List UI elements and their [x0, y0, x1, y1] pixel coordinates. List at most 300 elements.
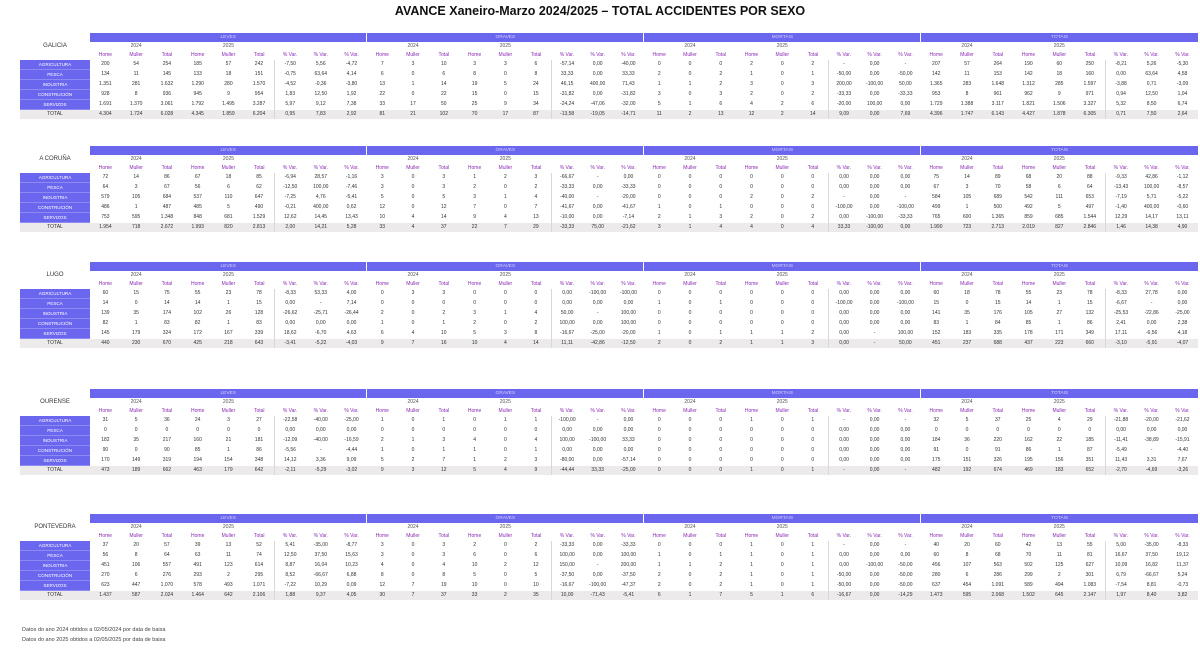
table-cell: 33,33 — [828, 223, 859, 233]
table-cell: 3 — [227, 417, 230, 424]
table-cell: 0 — [411, 310, 415, 316]
column-header: Home — [929, 533, 943, 539]
table-cell: 11 — [964, 71, 970, 77]
table-cell: 31 — [102, 417, 109, 424]
section-header-mortais: MORTAIS — [644, 389, 921, 398]
table-cell: 67 — [164, 184, 170, 190]
column-header: % Var. — [1144, 281, 1159, 287]
sector-label: AGRICULTURA — [20, 541, 90, 551]
table-cell: 0 — [657, 61, 661, 68]
table-cell: 13,11 — [1176, 214, 1189, 220]
table-cell: 53,33 — [314, 290, 328, 297]
table-cell: 685 — [1055, 214, 1064, 220]
table-cell: 10,00 — [552, 591, 583, 601]
sector-label: AGRICULTURA — [20, 289, 90, 299]
table-cell: 4 — [398, 223, 429, 233]
column-header: Home — [652, 52, 666, 58]
table-cell: 0,00 — [869, 417, 880, 424]
table-cell: 0 — [657, 542, 661, 549]
table-cell: 0 — [719, 447, 723, 453]
table-cell: 579 — [101, 194, 110, 200]
table-cell: 0,71 — [1146, 81, 1157, 87]
table-cell: 15,63 — [345, 552, 358, 558]
table-cell: 688 — [982, 339, 1013, 349]
table-cell: 0,00 — [623, 417, 634, 424]
table-cell: 3 — [442, 437, 446, 443]
table-cell: 8 — [442, 572, 446, 578]
table-cell: 2 — [750, 194, 753, 200]
table-cell: -41,67 — [621, 204, 636, 210]
column-header: Muller — [406, 52, 420, 58]
table-cell: -100,00 — [859, 223, 890, 233]
table-cell: 10,09 — [1105, 561, 1136, 571]
table-cell: 0 — [719, 542, 723, 549]
table-cell: 0,00 — [869, 437, 880, 443]
table-cell: 0 — [780, 562, 784, 568]
table-cell: 83 — [256, 320, 262, 326]
year-label: 2025 — [499, 272, 511, 278]
table-cell: -5,56 — [275, 446, 306, 456]
table-cell: -38,89 — [1144, 437, 1159, 443]
table-cell: 0 — [503, 320, 507, 326]
table-cell: 4,76 — [315, 194, 326, 200]
table-cell: 9 — [367, 466, 398, 476]
table-cell: - — [1150, 300, 1153, 306]
year-label: 2025 — [1053, 524, 1065, 530]
table-cell: -7,54 — [1105, 581, 1136, 591]
table-cell: -47,06 — [590, 101, 605, 107]
table-cell: 90 — [102, 447, 109, 453]
table-cell: 0,00 — [900, 290, 911, 297]
table-cell: 0 — [719, 427, 723, 433]
table-cell: -6,94 — [275, 173, 306, 183]
table-cell: 1 — [503, 194, 507, 200]
table-cell: 1 — [657, 330, 661, 336]
table-cell: 0,00 — [828, 456, 859, 466]
table-cell: 0 — [688, 417, 692, 424]
table-cell: 1.312 — [1022, 81, 1035, 87]
table-cell: 1 — [675, 591, 706, 601]
table-cell: 0,00 — [552, 289, 583, 299]
table-row — [20, 193, 1198, 203]
table-cell: 4 — [442, 562, 446, 568]
column-header: Total — [253, 281, 265, 287]
table-cell: -7,46 — [345, 184, 358, 190]
table-cell: 1,04 — [1177, 91, 1188, 97]
table-cell: 0 — [750, 174, 753, 181]
table-cell: 5,71 — [1146, 194, 1157, 200]
table-cell: 961 — [993, 91, 1002, 97]
table-cell: 499 — [932, 204, 941, 210]
table-cell: 25 — [471, 101, 478, 107]
table-cell: -16,59 — [344, 437, 359, 443]
table-cell: 0,00 — [900, 447, 911, 453]
table-cell: 1 — [780, 330, 784, 336]
table-cell: 1 — [442, 417, 446, 424]
table-cell: 12,50 — [1145, 91, 1158, 97]
table-cell: 8 — [473, 71, 476, 77]
table-cell: 0,00 — [552, 446, 583, 456]
table-cell: 1.437 — [90, 591, 121, 601]
table-cell: 1.954 — [90, 223, 121, 233]
column-header: Muller — [683, 408, 697, 414]
column-header: Total — [1084, 281, 1096, 287]
table-cell: 55 — [1025, 290, 1032, 297]
column-header: Muller — [683, 281, 697, 287]
table-row — [20, 100, 1198, 110]
year-label: 2024 — [130, 156, 142, 162]
table-cell: 3 — [411, 61, 415, 68]
table-cell: 0 — [657, 310, 661, 316]
table-cell: 5 — [380, 457, 384, 463]
table-row — [20, 90, 1198, 100]
table-cell: 9,37 — [305, 591, 336, 601]
table-cell: -0,21 — [275, 203, 306, 213]
year-label: 2024 — [407, 43, 419, 49]
table-cell: 10 — [441, 61, 447, 68]
table-cell: 1 — [750, 572, 753, 578]
table-cell: 85 — [194, 447, 201, 453]
table-cell: 0 — [503, 572, 507, 578]
table-cell: 85 — [1025, 320, 1032, 326]
table-cell: 1.464 — [182, 591, 213, 601]
column-header: Muller — [498, 281, 513, 287]
column-header: Total — [807, 165, 819, 171]
table-cell: 139 — [101, 310, 110, 316]
table-cell: 351 — [1085, 457, 1094, 463]
table-cell: 0 — [750, 310, 753, 316]
column-header: % Var. — [559, 408, 575, 414]
column-header: % Var. — [867, 281, 882, 287]
table-cell: 50,00 — [890, 339, 921, 349]
column-header: Muller — [960, 281, 974, 287]
table-cell: 111 — [1055, 194, 1064, 200]
column-header: Home — [652, 408, 666, 414]
table-cell: 1 — [767, 591, 798, 601]
table-cell: 0,00 — [592, 320, 603, 326]
table-cell: 12,62 — [275, 213, 306, 223]
year-label: 2025 — [776, 272, 788, 278]
section-header-graves: GRAVES — [367, 262, 644, 271]
year-label: 2025 — [499, 524, 511, 530]
table-cell: -32,00 — [621, 101, 636, 107]
table-cell: 218 — [213, 339, 244, 349]
table-cell: -5,41 — [345, 194, 358, 200]
table-cell: 2 — [534, 184, 538, 190]
year-label: 2024 — [684, 43, 696, 49]
column-header: Home — [652, 533, 666, 539]
table-cell: 0 — [411, 562, 415, 568]
table-cell: -1,12 — [1176, 174, 1189, 181]
column-header: Home — [191, 533, 205, 539]
table-cell: 2 — [657, 214, 661, 220]
table-cell: 0,00 — [828, 183, 859, 193]
table-cell: -3,10 — [1105, 339, 1136, 349]
table-cell: -4,07 — [1167, 339, 1198, 349]
column-header: Muller — [221, 165, 236, 171]
column-header: % Var. — [898, 281, 913, 287]
table-cell: 0 — [934, 427, 938, 433]
table-cell: 88 — [1087, 174, 1093, 181]
table-cell: 276 — [162, 572, 172, 578]
table-cell: 6 — [644, 591, 675, 601]
column-header: Home — [1021, 533, 1036, 539]
table-cell: -3,80 — [345, 81, 358, 87]
table-cell: -13,43 — [1105, 183, 1136, 193]
column-header: Home — [652, 281, 666, 287]
table-cell: -100,00 — [619, 290, 637, 297]
table-cell: -25,00 — [1175, 310, 1190, 316]
table-cell: 83 — [164, 320, 170, 326]
column-header: Muller — [775, 408, 790, 414]
table-cell: 0 — [780, 214, 784, 220]
table-cell: -16,67 — [552, 329, 583, 339]
table-cell: 100,00 — [552, 436, 583, 446]
table-cell: 184 — [932, 437, 941, 443]
table-cell: 75,00 — [582, 223, 613, 233]
table-cell: 0,00 — [592, 184, 603, 190]
table-cell: 4 — [705, 223, 736, 233]
table-cell: 6,74 — [1177, 101, 1188, 107]
table-cell: -50,00 — [828, 581, 859, 591]
table-cell: 286 — [993, 572, 1002, 578]
column-header: % Var. — [313, 408, 328, 414]
table-cell: 0 — [227, 427, 230, 433]
table-cell: 0 — [767, 466, 798, 476]
table-cell: - — [1150, 447, 1153, 453]
table-cell: 5,97 — [275, 100, 306, 110]
table-cell: 15 — [994, 300, 1001, 306]
table-cell: 0 — [657, 320, 661, 326]
column-header: Muller — [406, 408, 420, 414]
table-cell: 281 — [131, 81, 141, 87]
table-cell: 1 — [657, 81, 661, 87]
table-cell: 35 — [964, 310, 970, 316]
table-cell: 7 — [398, 591, 429, 601]
table-cell: 0,00 — [869, 61, 880, 68]
year-label: 2025 — [499, 43, 511, 49]
table-cell: 3 — [442, 184, 446, 190]
table-cell: -4,40 — [1176, 447, 1189, 453]
table-cell: 0 — [534, 300, 538, 306]
table-cell: 172 — [193, 330, 202, 336]
table-cell: 50,00 — [552, 309, 583, 319]
table-cell: 0 — [657, 427, 661, 433]
table-cell: 4.396 — [921, 110, 952, 120]
table-cell: 125 — [1055, 562, 1064, 568]
table-cell: 0 — [503, 437, 507, 443]
table-cell: 0 — [811, 310, 815, 316]
table-cell: 689 — [993, 194, 1002, 200]
table-cell: 37,50 — [1145, 552, 1158, 558]
table-cell: 5 — [534, 572, 538, 578]
table-cell: 2 — [811, 330, 815, 336]
region-table — [20, 389, 1198, 475]
table-cell: 6 — [965, 572, 969, 578]
section-header-graves: GRAVES — [367, 33, 644, 42]
table-cell: 54 — [133, 61, 139, 68]
table-cell: 0 — [750, 184, 753, 190]
table-cell: 22 — [459, 223, 490, 233]
table-cell: 106 — [131, 562, 141, 568]
column-header: Home — [98, 408, 113, 414]
table-cell: 24 — [533, 81, 539, 87]
table-cell: 46,15 — [552, 80, 583, 90]
table-cell: 1 — [380, 320, 384, 326]
table-row — [20, 60, 1198, 70]
year-label: 2025 — [776, 524, 788, 530]
table-cell: -7,19 — [1105, 193, 1136, 203]
table-cell: 1 — [503, 310, 507, 316]
column-header: Home — [375, 533, 389, 539]
table-cell: 16,82 — [1145, 562, 1158, 568]
year-label: 2024 — [961, 43, 973, 49]
table-cell: 0 — [750, 320, 753, 326]
table-cell: -33,33 — [898, 91, 913, 97]
table-cell: 0,00 — [869, 427, 880, 433]
year-label: 2024 — [407, 156, 419, 162]
table-cell: 50 — [441, 101, 447, 107]
table-cell: 230 — [121, 339, 152, 349]
column-header: % Var. — [867, 165, 882, 171]
table-cell: 14 — [798, 110, 829, 120]
table-cell: 0 — [534, 427, 538, 433]
year-label: 2025 — [222, 156, 235, 162]
column-header: Muller — [775, 533, 790, 539]
table-cell: 400,00 — [313, 204, 329, 210]
table-cell: 11,37 — [1176, 562, 1189, 568]
table-cell: 19 — [441, 582, 447, 588]
table-cell: 0 — [411, 417, 415, 424]
table-cell: 335 — [993, 330, 1002, 336]
section-header-leves: LEVES — [90, 146, 367, 155]
table-cell: -13,58 — [552, 110, 583, 120]
table-cell: 176 — [993, 310, 1002, 316]
table-cell: -8,57 — [1176, 184, 1189, 190]
table-cell: 0 — [780, 61, 784, 68]
table-cell: 1.747 — [952, 110, 983, 120]
table-cell: 8 — [380, 572, 384, 578]
table-cell: -8,77 — [345, 542, 358, 549]
table-cell: -35,00 — [1144, 542, 1159, 549]
table-row — [20, 571, 1198, 581]
table-cell: 14,17 — [1145, 214, 1158, 220]
table-cell: 3 — [503, 61, 507, 68]
column-header: % Var. — [621, 408, 636, 414]
table-cell: 652 — [1075, 466, 1106, 476]
table-cell: 3 — [380, 542, 384, 549]
table-cell: 123 — [224, 562, 233, 568]
column-header: Total — [1084, 165, 1096, 171]
year-label: 2024 — [130, 524, 142, 530]
table-cell: 1 — [534, 417, 538, 424]
table-cell: 13 — [1056, 542, 1063, 549]
table-cell: 24 — [194, 417, 201, 424]
table-cell: 6 — [442, 71, 446, 77]
table-cell: 4.427 — [1013, 110, 1044, 120]
table-cell: 0,00 — [869, 552, 880, 558]
table-cell: 2 — [473, 184, 476, 190]
table-cell: 33,33 — [582, 466, 613, 476]
table-cell: -5,22 — [305, 339, 336, 349]
table-cell: 13 — [705, 110, 736, 120]
table-cell: 0 — [780, 300, 784, 306]
table-cell: 4,00 — [346, 290, 357, 297]
column-header: Home — [191, 281, 205, 287]
table-cell: 87 — [521, 110, 552, 120]
table-cell: 2 — [473, 542, 476, 549]
table-cell: 175 — [932, 457, 941, 463]
table-cell: 150,00 — [552, 561, 583, 571]
table-cell: 4 — [534, 437, 538, 443]
sector-label: INDUSTRIA — [20, 80, 90, 90]
table-cell: -10,00 — [552, 213, 583, 223]
table-cell: -8,33 — [1176, 542, 1189, 549]
table-cell: 578 — [193, 582, 202, 588]
table-cell: 0,00 — [592, 427, 603, 433]
column-header: Muller — [498, 533, 513, 539]
table-cell: 0,00 — [275, 319, 306, 329]
table-cell: -15,91 — [1175, 437, 1190, 443]
table-cell: 1 — [411, 81, 415, 87]
column-header: % Var. — [282, 165, 298, 171]
table-cell: 102 — [193, 310, 202, 316]
table-cell: 81 — [1087, 552, 1093, 558]
table-cell: 339 — [254, 330, 264, 336]
column-header: Total — [992, 533, 1004, 539]
section-header-leves: LEVES — [90, 389, 367, 398]
section-header-totais: TOTAIS — [921, 33, 1198, 42]
table-cell: 7 — [490, 223, 521, 233]
table-cell: 0 — [780, 320, 784, 326]
table-cell: 1 — [134, 320, 138, 326]
table-cell: 1.070 — [160, 582, 174, 588]
year-label: 2024 — [130, 272, 142, 278]
table-cell: 15 — [471, 91, 478, 97]
table-cell: 15 — [933, 300, 939, 306]
section-header-leves: LEVES — [90, 33, 367, 42]
table-cell: 6 — [227, 184, 230, 190]
table-cell: 6 — [719, 101, 723, 107]
table-cell: 0 — [411, 552, 415, 558]
table-cell: 105 — [1024, 310, 1033, 316]
table-cell: 4 — [411, 214, 415, 220]
table-cell: 1.648 — [991, 81, 1005, 87]
table-cell: 10,23 — [345, 562, 358, 568]
table-cell: 584 — [932, 194, 941, 200]
sector-label: PESCA — [20, 183, 90, 193]
column-header: Home — [191, 52, 205, 58]
table-cell: 2 — [503, 457, 507, 463]
table-cell: 142 — [1024, 71, 1033, 77]
column-header: Total — [438, 533, 450, 539]
table-cell: 2 — [675, 110, 706, 120]
table-cell: 9 — [503, 101, 507, 107]
table-cell: 89 — [994, 174, 1001, 181]
table-cell: 0 — [411, 572, 415, 578]
table-cell: -71,43 — [582, 591, 613, 601]
table-cell: 1.990 — [921, 223, 952, 233]
table-cell: 7,67 — [1177, 457, 1188, 463]
table-cell: 10 — [471, 582, 478, 588]
column-header: % Var. — [344, 533, 359, 539]
column-header: Total — [530, 533, 542, 539]
table-cell: 0 — [134, 447, 138, 453]
table-cell: 1.878 — [1044, 110, 1075, 120]
table-cell: 681 — [224, 214, 233, 220]
table-cell: 153 — [993, 71, 1002, 77]
table-cell: 4 — [534, 310, 538, 316]
